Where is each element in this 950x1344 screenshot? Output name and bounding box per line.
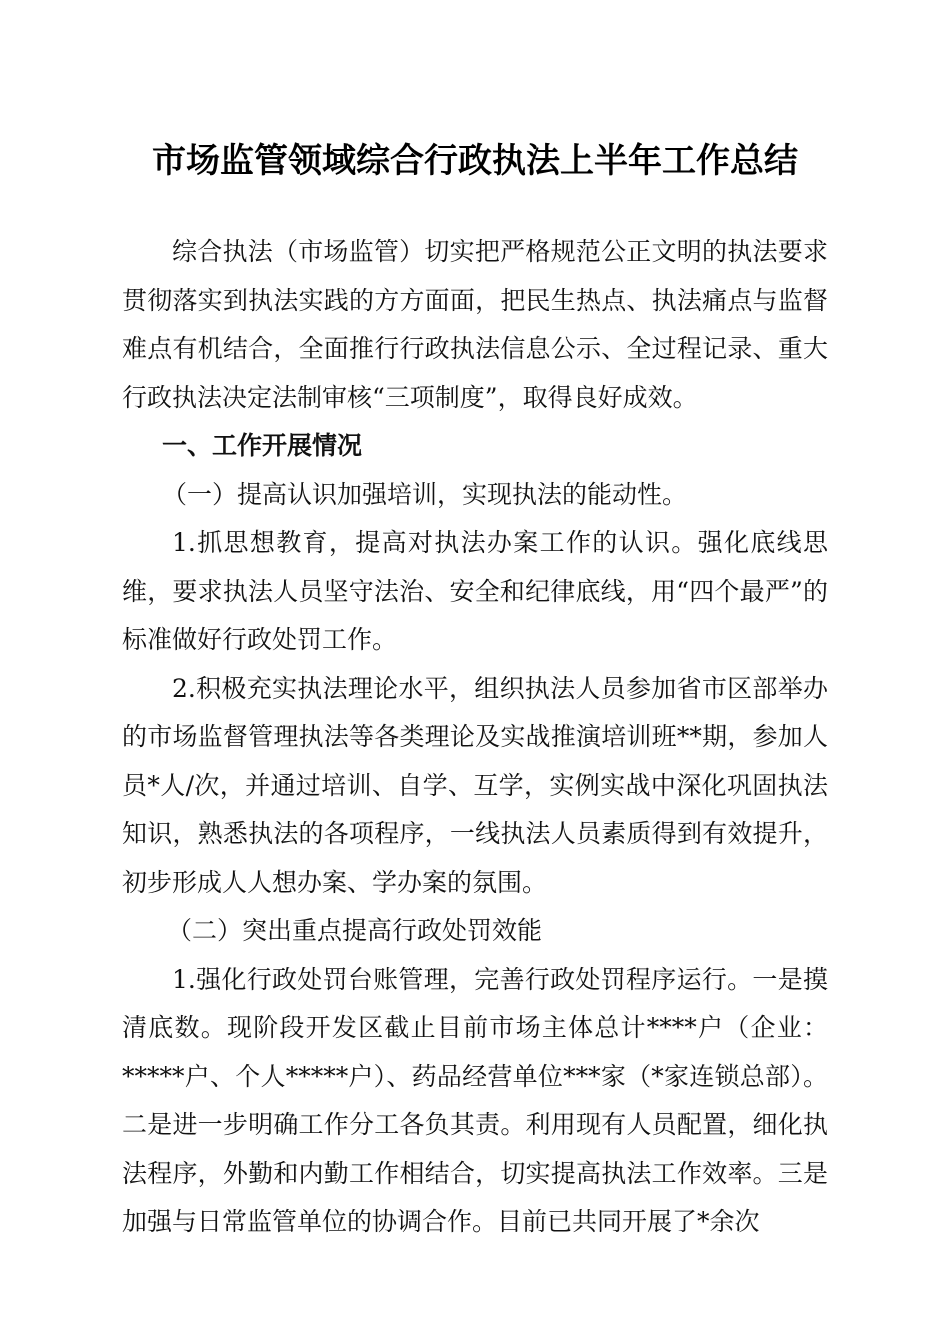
intro-paragraph: 综合执法（市场监管）切实把严格规范公正文明的执法要求贯彻落实到执法实践的方方面面，把民生热点、执法痛点与监督难点有机结合，全面推行行政执法信息公示、全过程记录、重大行政执法决定法制审核“三项制度”，取得良好成效。 (122, 237, 828, 412)
body-paragraph: 1.抓思想教育，提高对执法办案工作的认识。强化底线思维，要求执法人员坚守法治、安全和纪律底线，用“四个最严”的标准做好行政处罚工作。 (122, 528, 828, 654)
document-body (122, 228, 828, 1247)
body-paragraph: 1.强化行政处罚台账管理，完善行政处罚程序运行。一是摸清底数。现阶段开发区截止目前市场主体总计****户（企业：*****户、个人*****户）、药品经营单位***家（*家连锁总部）。二是进一步明确工作分工各负其责。利用现有人员配置，细化执法程序，外勤和内勤工作相结合，切实提高执法工作效率。三是加强与日常监管单位的协调合作。目前已共同开展了*余次 (122, 964, 828, 1236)
subsection-heading: （二）突出重点提高行政处罚效能 (167, 916, 543, 945)
page-title: 市场监管领域综合行政执法上半年工作总结 (152, 141, 798, 181)
subsection-heading: （一）提高认识加强培训，实现执法的能动性。 (162, 479, 688, 509)
section-heading: 一、工作开展情况 (162, 431, 363, 460)
body-paragraph: 2.积极充实执法理论水平，组织执法人员参加省市区部举办的市场监督管理执法等各类理论及实战推演培训班**期，参加人员*人/次，并通过培训、自学、互学，实例实战中深化巩固执法知识，熟悉执法的各项程序，一线执法人员素质得到有效提升，初步形成人人想办案、学办案的氛围。 (122, 673, 828, 897)
